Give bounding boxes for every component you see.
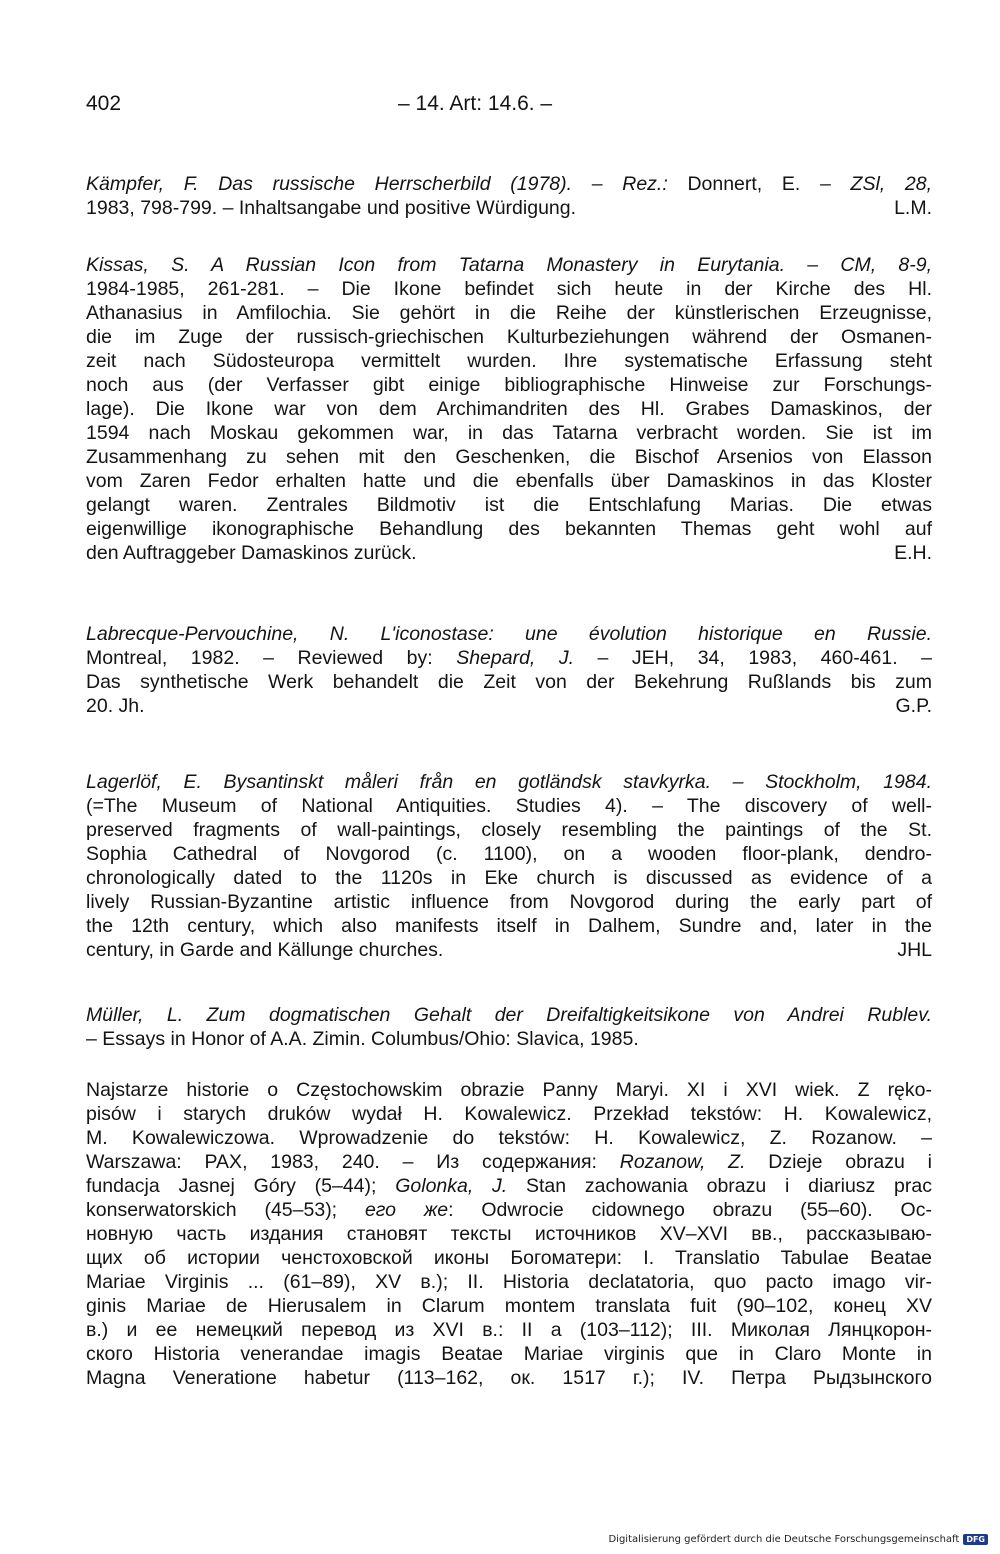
line-text (86, 938, 443, 962)
text-run: щих об истории ченстоховской иконы Богоматери: I. Translatio Tabulae Beatae (86, 1247, 932, 1269)
line-text (86, 647, 932, 669)
text-run: konserwatorskich (45–53); (86, 1199, 365, 1221)
line-text (86, 771, 932, 793)
line-text (86, 541, 417, 565)
bibliography-entry (86, 622, 932, 718)
text-run: Najstarze historie o Częstochowskim obrazie Panny Maryi. XI i XVI wiek. Z ręko- (86, 1079, 932, 1101)
author-name: Kämpfer, F. (86, 173, 199, 195)
entry-line (86, 670, 932, 694)
author-name: Shepard, J. (456, 647, 575, 669)
text-run: chronologically dated to the 1120s in Eke church is discussed as evidence of a (86, 867, 932, 889)
bibliography-entry (86, 172, 932, 220)
text-run: 1594 nach Moskau gekommen war, in das Tatarna verbracht worden. Sie ist im (86, 422, 932, 444)
line-text (86, 278, 932, 300)
text-run: Donnert, E. (687, 173, 801, 195)
line-text (86, 1295, 932, 1317)
text-run: – Essays in Honor of A.A. Zimin. Columbus/Ohio: Slavica, 1985. (86, 1028, 639, 1050)
line-text (86, 196, 576, 220)
entry-line (86, 1318, 932, 1342)
entry-line (86, 1126, 932, 1150)
reviewer-initials: JHL (897, 939, 932, 961)
line-text (86, 1103, 932, 1125)
line-text (86, 1175, 932, 1197)
reviewer-initials: G.P. (895, 695, 932, 717)
running-title: – 14. Art: 14.6. – (398, 92, 553, 115)
line-text (86, 1367, 932, 1389)
entry-line (86, 397, 932, 421)
text-run: the 12th century, which also manifests itself in Dalhem, Sundre and, later in the (86, 915, 932, 937)
line-text (86, 1028, 639, 1050)
line-text (86, 1079, 932, 1101)
author-name: – ZSl, 28, (800, 173, 933, 195)
entry-line (86, 1366, 932, 1390)
entry-line (86, 646, 932, 670)
entry-line (86, 1174, 932, 1198)
line-text (86, 173, 932, 195)
line-text (86, 254, 932, 276)
line-text (86, 302, 932, 324)
line-text (86, 470, 932, 492)
line-text (86, 1004, 932, 1026)
author-name: Zum dogmatischen Gehalt der Dreifaltigkeitsikone von Andrei Rublev. (183, 1004, 932, 1026)
text-run: ginis Mariae de Hierusalem in Clarum montem translata fuit (90–102, конец XV (86, 1295, 932, 1317)
text-run: 1983, 798-799. – Inhaltsangabe und positive Würdigung. (86, 197, 577, 219)
page-header (86, 92, 932, 124)
bibliography-entry (86, 1078, 932, 1390)
text-run: ского Historia venerandae imagis Beatae Mariae virginis que in Claro Monte in (86, 1343, 932, 1365)
entry-line (86, 421, 932, 445)
entry-line (86, 1198, 932, 1222)
text-run: Athanasius in Amfilochia. Sie gehört in die Reihe der künstlerischen Erzeugnisse, (86, 302, 932, 324)
text-run: Das synthetische Werk behandelt die Zeit von der Bekehrung Rußlands bis zum (86, 671, 932, 693)
entry-line (86, 842, 932, 866)
entry-line (86, 622, 932, 646)
line-text (86, 326, 932, 348)
text-run: (=The Museum of National Antiquities. Studies 4). – The discovery of well- (86, 795, 932, 817)
line-text (86, 1271, 932, 1293)
text-run: fundacja Jasnej Góry (5–44); (86, 1175, 396, 1197)
entry-line (86, 1342, 932, 1366)
entry-line (86, 373, 932, 397)
author-name: Golonka, J. (395, 1175, 508, 1197)
author-name: Kissas, S. (86, 254, 190, 276)
line-text (86, 1151, 932, 1173)
author-name: A Russian Icon from Tatarna Monastery in Eurytania. – CM, 8-9, (189, 254, 932, 276)
line-text (86, 1223, 932, 1245)
text-run: – JEH, 34, 1983, 460-461. – (574, 647, 933, 669)
entry-line (86, 469, 932, 493)
page-number: 402 (86, 92, 122, 115)
bibliography-entry (86, 253, 932, 565)
text-run: zeit nach Südosteuropa vermittelt wurden. Ihre systematische Erfassung steht (86, 350, 932, 372)
line-text (86, 1127, 932, 1149)
text-run: Sophia Cathedral of Novgorod (c. 1100), on a wooden floor-plank, dendro- (86, 843, 932, 865)
entry-line (86, 1246, 932, 1270)
entry-line (86, 1003, 932, 1027)
entry-line (86, 1027, 932, 1051)
author-name: L'iconostase: une évolution historique en Russie. (349, 623, 933, 645)
line-text (86, 398, 932, 420)
text-run: 20. Jh. (86, 695, 145, 717)
line-text (86, 819, 932, 841)
text-run: Mariae Virginis ... (61–89), XV в.); II. Historia declatatoria, quo pacto imago vir- (86, 1271, 932, 1293)
author-name: Lagerlöf, E. (86, 771, 202, 793)
line-text (86, 446, 932, 468)
dfg-logo-icon: DFG (963, 1534, 988, 1545)
digitization-footer (608, 1534, 988, 1545)
line-text (86, 422, 932, 444)
entry-line (86, 493, 932, 517)
entry-line (86, 818, 932, 842)
text-run: Dzieje obrazu i (745, 1151, 932, 1173)
text-run: Warszawa: PAX, 1983, 240. – Из содержания: (86, 1151, 620, 1173)
text-run: Magna Veneratione habetur (113–162, ок. 1517 г.); IV. Петра Рыдзынского (86, 1367, 932, 1389)
entry-line (86, 1222, 932, 1246)
entry-line (86, 794, 932, 818)
entry-line (86, 1078, 932, 1102)
text-run: Stan zachowania obrazu i diariusz prac (507, 1175, 932, 1197)
entry-line (86, 541, 932, 565)
text-run: в.) и ее немецкий перевод из XVI в.: II a (103–112); III. Миколая Лянцкорон- (86, 1319, 932, 1341)
entry-line (86, 172, 932, 196)
text-run: vom Zaren Fedor erhalten hatte und die ebenfalls über Damaskinos in das Kloster (86, 470, 932, 492)
entry-line (86, 1270, 932, 1294)
line-text (86, 1319, 932, 1341)
author-name: Rozanow, Z. (619, 1151, 746, 1173)
author-name: Müller, L. (86, 1004, 184, 1026)
entry-line (86, 277, 932, 301)
author-name: его же (364, 1199, 449, 1221)
entry-line (86, 253, 932, 277)
entry-line (86, 694, 932, 718)
entry-line (86, 445, 932, 469)
text-run: Zusammenhang zu sehen mit den Geschenken, die Bischof Arsenios von Elasson (86, 446, 932, 468)
line-text (86, 494, 932, 516)
text-run: lively Russian-Byzantine artistic influence from Novgorod during the early part of (86, 891, 932, 913)
text-run: : Odwrocie cidownego obrazu (55–60). Ос- (448, 1199, 932, 1221)
line-text (86, 843, 932, 865)
text-run: gelangt waren. Zentrales Bildmotiv ist die Entschlafung Marias. Die etwas (86, 494, 932, 516)
text-run: noch aus (der Verfasser gibt einige bibliographische Hinweise zur Forschungs- (86, 374, 932, 396)
entry-line (86, 1150, 932, 1174)
footer-text: Digitalisierung gefördert durch die Deutsche Forschungsgemeinschaft (608, 1534, 960, 1545)
line-text (86, 795, 932, 817)
author-name: Bysantinskt måleri från en gotländsk stavkyrka. – Stockholm, 1984. (201, 771, 932, 793)
line-text (86, 867, 932, 889)
text-run: новную часть издания становят тексты источников XV–XVI вв., рассказываю- (86, 1223, 932, 1245)
text-run: century, in Garde and Källunge churches. (86, 939, 444, 961)
line-text (86, 1247, 932, 1269)
text-run: eigenwillige ikonographische Behandlung des bekannten Themas geht wohl auf (86, 518, 932, 540)
line-text (86, 350, 932, 372)
entry-line (86, 866, 932, 890)
entry-line (86, 1102, 932, 1126)
line-text (86, 671, 932, 693)
author-name: Das russische Herrscherbild (1978). – Rez.: (198, 173, 688, 195)
text-run: die im Zuge der russisch-griechischen Kulturbeziehungen während der Osmanen- (86, 326, 932, 348)
text-run: lage). Die Ikone war von dem Archimandriten des Hl. Grabes Damaskinos, der (86, 398, 932, 420)
text-run: M. Kowalewiczowa. Wprowadzenie do tekstów: H. Kowalewicz, Z. Rozanow. – (86, 1127, 932, 1149)
entry-line (86, 517, 932, 541)
entry-line (86, 1294, 932, 1318)
reviewer-initials: L.M. (894, 197, 932, 219)
text-run: pisów i starych druków wydał H. Kowalewicz. Przekład tekstów: H. Kowalewicz, (86, 1103, 932, 1125)
bibliography-entry (86, 1003, 932, 1051)
line-text (86, 518, 932, 540)
entry-line (86, 325, 932, 349)
text-run: 1984-1985, 261-281. – Die Ikone befindet sich heute in der Kirche des Hl. (86, 278, 932, 300)
entry-line (86, 349, 932, 373)
entry-line (86, 770, 932, 794)
text-run: Montreal, 1982. – Reviewed by: (86, 647, 457, 669)
line-text (86, 891, 932, 913)
line-text (86, 623, 932, 645)
author-name: Labrecque-Pervouchine, N. (86, 623, 350, 645)
bibliography-entry (86, 770, 932, 962)
line-text (86, 374, 932, 396)
entry-line (86, 914, 932, 938)
reviewer-initials: E.H. (894, 542, 932, 564)
entry-line (86, 196, 932, 220)
entry-line (86, 938, 932, 962)
line-text (86, 1199, 932, 1221)
entry-line (86, 890, 932, 914)
line-text (86, 1343, 932, 1365)
entry-line (86, 301, 932, 325)
text-run: preserved fragments of wall-paintings, closely resembling the paintings of the St. (86, 819, 932, 841)
line-text (86, 915, 932, 937)
text-run: den Auftraggeber Damaskinos zurück. (86, 542, 417, 564)
line-text (86, 694, 145, 718)
